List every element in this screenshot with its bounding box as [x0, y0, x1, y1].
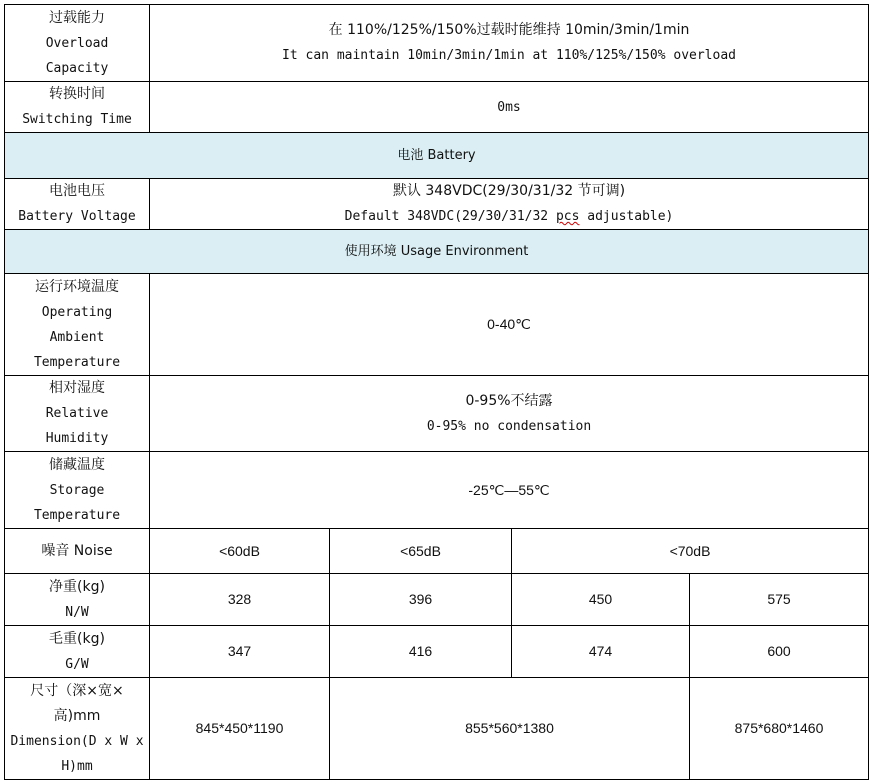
noise-value-1: <60dB: [150, 529, 330, 574]
dimension-label-line1: 尺寸（深×宽×: [30, 682, 124, 699]
battery-voltage-label-en: Battery Voltage: [18, 209, 136, 224]
humidity-label-en2: Humidity: [45, 431, 109, 446]
row-storage-temp: [5, 452, 869, 529]
net-weight-label: [5, 574, 150, 626]
overload-value: [150, 5, 869, 82]
row-operating-temp: [5, 274, 869, 376]
row-usage-section: [5, 230, 869, 274]
battery-voltage-en-pcs: pcs: [555, 209, 580, 224]
operating-temp-label: [5, 274, 150, 376]
storage-temp-label-cn: 储藏温度: [49, 456, 105, 473]
dimension-label-line3: Dimension(D x W x: [10, 733, 144, 749]
battery-section-title: 电池 Battery: [5, 133, 869, 179]
row-noise: [5, 529, 869, 574]
battery-voltage-en-post: adjustable): [579, 209, 674, 224]
net-weight-label-cn: 净重(kg): [49, 578, 105, 595]
overload-label: [5, 5, 150, 82]
battery-voltage-value-en: [154, 204, 864, 229]
overload-label-en2: Capacity: [45, 60, 109, 76]
operating-temp-value: 0-40℃: [150, 274, 869, 376]
battery-voltage-label: [5, 179, 150, 230]
gross-weight-value-1: 347: [150, 626, 330, 678]
overload-value-cn: 在 110%/125%/150%过载时能维持 10min/3min/1min: [328, 22, 690, 38]
dimension-value-2: 855*560*1380: [330, 678, 690, 780]
humidity-label-cn: 相对湿度: [49, 380, 105, 396]
row-humidity: [5, 376, 869, 452]
switching-label-cn: 转换时间: [49, 86, 105, 102]
row-gross-weight: [5, 626, 869, 678]
row-overload: [5, 5, 869, 82]
operating-temp-label-en1: Operating: [41, 304, 113, 320]
storage-temp-label-en2: Temperature: [33, 507, 121, 523]
dimension-label-line4: H)mm: [61, 758, 93, 774]
operating-temp-label-cn: 运行环境温度: [35, 278, 119, 295]
row-dimension: [5, 678, 869, 780]
gross-weight-value-4: 600: [690, 626, 869, 678]
storage-temp-label: [5, 452, 150, 529]
humidity-label-en1: Relative: [45, 406, 109, 421]
net-weight-value-3: 450: [512, 574, 690, 626]
gross-weight-label-en: G/W: [65, 656, 89, 672]
net-weight-value-4: 575: [690, 574, 869, 626]
usage-section-title: 使用环境 Usage Environment: [5, 230, 869, 274]
spec-table: [4, 4, 869, 780]
dimension-label-line2: 高)mm: [53, 707, 101, 724]
row-battery-voltage: [5, 179, 869, 230]
gross-weight-label: [5, 626, 150, 678]
battery-voltage-value-cn: 默认 348VDC(29/30/31/32 节可调): [392, 183, 626, 199]
humidity-value: [150, 376, 869, 452]
gross-weight-value-3: 474: [512, 626, 690, 678]
overload-label-en1: Overload: [45, 35, 109, 51]
dimension-value-1: 845*450*1190: [150, 678, 330, 780]
operating-temp-label-en2: Ambient: [49, 329, 105, 345]
net-weight-label-en: N/W: [65, 604, 89, 620]
noise-label: [5, 529, 150, 574]
noise-value-3: <70dB: [512, 529, 869, 574]
dimension-label: [5, 678, 150, 780]
gross-weight-label-cn: 毛重(kg): [49, 630, 105, 647]
humidity-value-cn: 0-95%不结露: [465, 392, 553, 409]
battery-voltage-label-cn: 电池电压: [49, 183, 105, 199]
battery-voltage-en-pre: Default 348VDC(29/30/31/32: [344, 209, 556, 224]
switching-value: 0ms: [150, 82, 869, 133]
operating-temp-label-en3: Temperature: [33, 354, 121, 370]
overload-value-en: It can maintain 10min/3min/1min at 110%/125%/150% overload: [282, 48, 736, 63]
switching-label: [5, 82, 150, 133]
humidity-value-en: 0-95% no condensation: [426, 418, 592, 434]
noise-label-text: 噪音 Noise: [41, 542, 113, 559]
storage-temp-label-en1: Storage: [49, 482, 105, 498]
battery-voltage-value: [150, 179, 869, 230]
dimension-value-3: 875*680*1460: [690, 678, 869, 780]
storage-temp-value: -25℃—55℃: [150, 452, 869, 529]
net-weight-value-2: 396: [330, 574, 512, 626]
overload-label-cn: 过载能力: [49, 9, 105, 26]
switching-label-en: Switching Time: [22, 112, 132, 127]
row-net-weight: [5, 574, 869, 626]
humidity-label: [5, 376, 150, 452]
row-switching: [5, 82, 869, 133]
row-battery-section: [5, 133, 869, 179]
noise-value-2: <65dB: [330, 529, 512, 574]
net-weight-value-1: 328: [150, 574, 330, 626]
gross-weight-value-2: 416: [330, 626, 512, 678]
